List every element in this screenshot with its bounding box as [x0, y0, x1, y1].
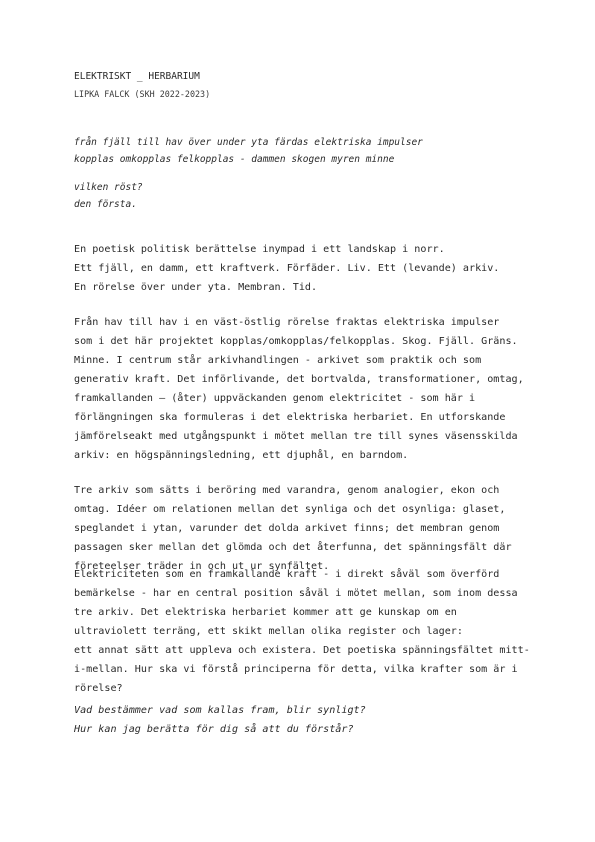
- paragraph-4-line: tre arkiv. Det elektriska herbariet kommer att ge kunskap om en: [74, 607, 457, 618]
- paragraph-2-line: jämförelseakt med utgångspunkt i mötet mellan tre till synes väsensskilda: [74, 431, 518, 442]
- paragraph-4-line: ett annat sätt att uppleva och existera. Det poetiska spänningsfältet mitt-: [74, 645, 530, 656]
- intro-line-2: kopplas omkopplas felkopplas - dammen skogen myren minne: [74, 154, 395, 165]
- closing-line-2: Hur kan jag berätta för dig så att du förstår?: [74, 724, 354, 735]
- intro-line-1: från fjäll till hav över under yta färdas elektriska impulser: [74, 137, 423, 148]
- paragraph-3-line: omtag. Idéer om relationen mellan det synliga och det osynliga: glaset,: [74, 504, 506, 515]
- paragraph-2-line: arkiv: en högspänningsledning, ett djuphål, en barndom.: [74, 450, 409, 461]
- document-title: ELEKTRISKT _ HERBARIUM: [74, 71, 200, 82]
- paragraph-2-line: framkallanden – (åter) uppväckanden genom elektricitet - som här i: [74, 393, 476, 404]
- paragraph-1-line: Ett fjäll, en damm, ett kraftverk. Förfäder. Liv. Ett (levande) arkiv.: [74, 263, 500, 274]
- paragraph-3-line: speglandet i ytan, varunder det dolda arkivet finns; det membran genom: [74, 523, 500, 534]
- paragraph-2-line: som i det här projektet kopplas/omkopplas/felkopplas. Skog. Fjäll. Gräns.: [74, 336, 518, 347]
- paragraph-2-line: generativ kraft. Det införlivande, det bortvalda, transformationer, omtag,: [74, 374, 524, 385]
- paragraph-2-line: förlängningen ska formuleras i det elektriska herbariet. En utforskande: [74, 412, 506, 423]
- paragraph-3-line: företeelser träder in och ut ur synfältet.: [74, 561, 330, 572]
- document-author: LIPKA FALCK (SKH 2022-2023): [74, 89, 211, 99]
- question-line-2: den första.: [74, 199, 137, 210]
- paragraph-4-line: rörelse?: [74, 683, 123, 694]
- closing-line-1: Vad bestämmer vad som kallas fram, blir synligt?: [74, 705, 366, 716]
- paragraph-1-line: En rörelse över under yta. Membran. Tid.: [74, 282, 318, 293]
- paragraph-4-line: Elektriciteten som en framkallande kraft - i direkt såväl som överförd: [74, 569, 500, 580]
- paragraph-3-line: Tre arkiv som sätts i beröring med varandra, genom analogier, ekon och: [74, 485, 500, 496]
- paragraph-1-line: En poetisk politisk berättelse inympad i ett landskap i norr.: [74, 244, 445, 255]
- paragraph-3-line: passagen sker mellan det glömda och det återfunna, det spänningsfält där: [74, 542, 512, 553]
- paragraph-4-line: bemärkelse - har en central position såväl i mötet mellan, som inom dessa: [74, 588, 518, 599]
- paragraph-4-line: ultraviolett terräng, ett skikt mellan olika register och lager:: [74, 626, 463, 637]
- paragraph-2-line: Från hav till hav i en väst-östlig rörelse fraktas elektriska impulser: [74, 317, 500, 328]
- paragraph-4-line: i-mellan. Hur ska vi förstå principerna för detta, vilka krafter som är i: [74, 664, 518, 675]
- question-line-1: vilken röst?: [74, 182, 143, 193]
- paragraph-2-line: Minne. I centrum står arkivhandlingen - arkivet som praktik och som: [74, 355, 482, 366]
